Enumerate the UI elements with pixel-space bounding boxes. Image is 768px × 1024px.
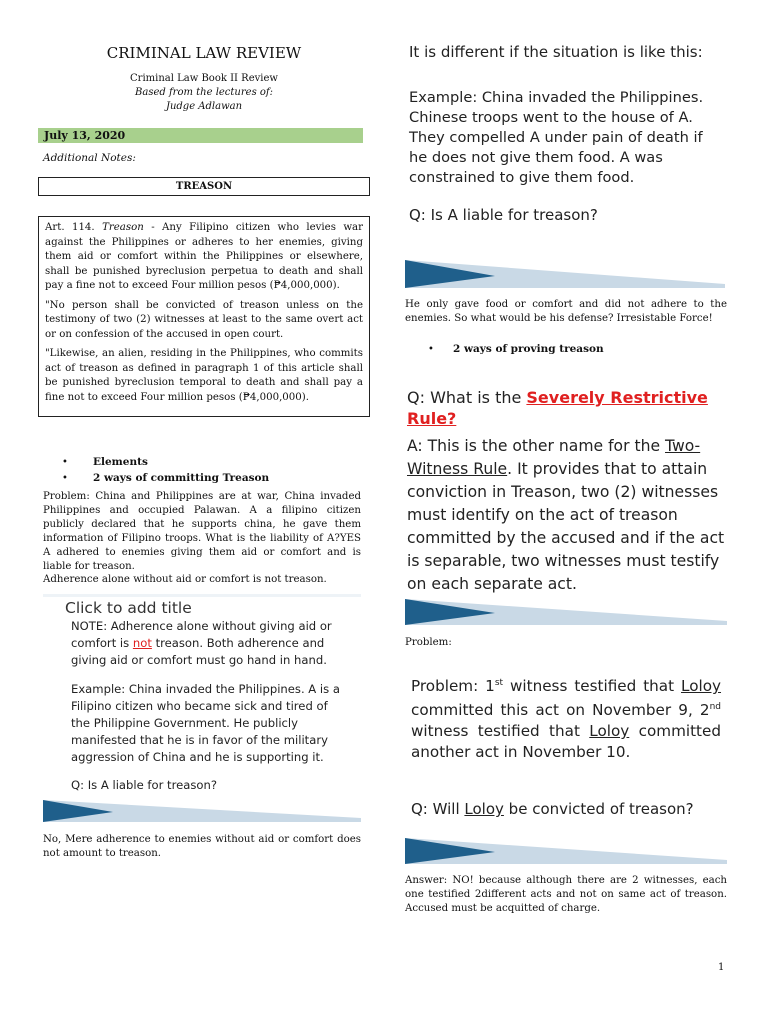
problem-paragraph: Problem: China and Philippines are at war, China invaded Philippines and occupied Palawan. A a filipino citizen publicly declared that he supports china, he gave them information of Filipino troops. What is the liability of A?YES A adhered to enemies giving them aid or comfort and is liable for treason. <box>43 491 361 572</box>
article-paragraph-3: "Likewise, an alien, residing in the Philippines, who commits act of treason as defined in paragraph 1 of this article shall be punished byreclusion temporal to death and shall pay a fine not to exceed Four million pesos (₱4,000,000). <box>45 348 363 403</box>
page-number: 1 <box>718 962 725 973</box>
right-answer: Answer: NO! because although there are 2 witnesses, each one testified 2different acts and not on same act of treason. Accused must be acquitted of charge. <box>405 875 727 914</box>
slide-note: NOTE: Adherence alone without giving aid or comfort is not treason. Both adherence and giving aid or comfort must go hand in hand. <box>71 619 332 667</box>
bullet-dot-icon: • <box>428 344 434 355</box>
left-answer: No, Mere adherence to enemies without aid or comfort does not amount to treason. <box>43 834 361 859</box>
bullet-dot-icon: • <box>62 473 68 484</box>
slide2-question: Q: Is A liable for treason? <box>409 206 598 224</box>
slide2-example: Example: China invaded the Philippines. Chinese troops went to the house of A. They compelled A under pain of death if he does not give them food. A was constrained to give them food. <box>409 89 704 186</box>
article-paragraph-2: "No person shall be convicted of treason unless on the testimony of two (2) witnesses at least to the same overt act or on confession of the accused in open court. <box>45 299 363 340</box>
bullet-dot-icon: • <box>62 457 68 468</box>
slide4-problem: Problem: 1st witness testified that Loloy committed this act on November 9, 2nd witness testified that Loloy committed another act in November 10. <box>411 677 722 762</box>
slide-severely-restrictive <box>405 385 727 625</box>
subtitle-based: Based from the lectures of: <box>135 87 273 98</box>
bullet-elements: • Elements <box>62 456 148 468</box>
slide-title: Click to add title <box>65 599 192 617</box>
adherence-note: Adherence alone without aid or comfort is not treason. <box>43 574 327 585</box>
slide2-heading: It is different if the situation is like this: <box>409 43 703 61</box>
slide-wedge-decoration <box>405 834 727 864</box>
defense-paragraph: He only gave food or comfort and did not adhere to the enemies. So what would be his defense? Irresistable Force! <box>405 299 727 324</box>
slide-adherence <box>43 594 361 822</box>
bullet-ways-proving: • 2 ways of proving treason <box>428 343 604 355</box>
subtitle-review: Criminal Law Book II Review <box>130 73 278 84</box>
slide-loloy-problem <box>405 668 727 864</box>
article-114-box <box>38 216 370 417</box>
document-title: CRIMINAL LAW REVIEW <box>106 44 302 62</box>
slide-wedge-decoration <box>405 595 727 625</box>
additional-notes-label: Additional Notes: <box>43 152 136 164</box>
slide3-question: Q: What is the Severely Restrictive Rule? <box>407 388 708 428</box>
bullet-ways-committing: • 2 ways of committing Treason <box>62 472 270 484</box>
date-band: July 13, 2020 <box>38 128 363 143</box>
slide4-question: Q: Will Loloy be convicted of treason? <box>411 800 694 818</box>
article-paragraph-1: Art. 114. Treason - Any Filipino citizen who levies war against the Philippines or adheres to her enemies, giving them aid or comfort within the Philippines or elsewhere, shall be punished byreclusion perpetua to death and shall pay a fine not to exceed Four million pesos (₱4,000,000). <box>45 222 363 291</box>
slide-different-situation <box>405 40 725 288</box>
slide-example: Example: China invaded the Philippines. A is a Filipino citizen who became sick and tired of the Philippine Government. He publicly manifested that he is in favor of the military aggression of China and he is supporting it. <box>71 682 340 764</box>
subtitle-judge: Judge Adlawan <box>165 101 243 112</box>
slide-wedge-decoration <box>405 256 725 288</box>
slide-question: Q: Is A liable for treason? <box>71 778 217 792</box>
section-heading-box: TREASON <box>38 177 370 196</box>
slide-wedge-decoration <box>43 794 361 822</box>
slide3-answer: A: This is the other name for the Two-Witness Rule. It provides that to attain conviction in Treason, two (2) witnesses must identify on the act of treason committed by the accused and if the act is separable, two witnesses must testify on each separate act. <box>407 437 725 593</box>
problem-label: Problem: <box>405 637 452 648</box>
